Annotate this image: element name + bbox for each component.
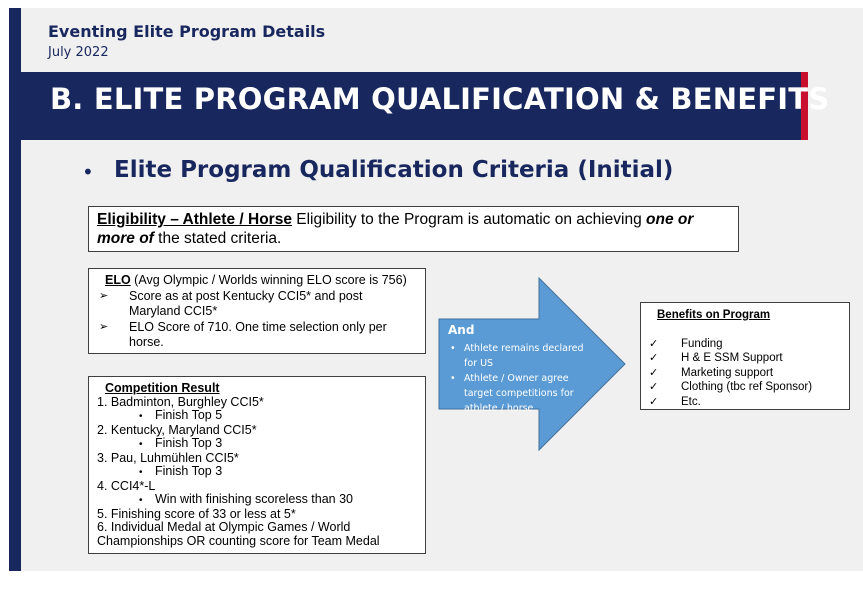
benefit-item [649,365,841,381]
competition-subitem [97,465,417,480]
checkmark-icon: ✓ [649,365,659,379]
competition-item: 2. Kentucky, Maryland CCI5* [97,422,257,437]
checkmark-icon: ✓ [649,380,659,393]
benefit-item-text: Funding [681,337,723,350]
bullet-icon: • [139,467,143,478]
benefit-item [649,336,841,352]
competition-result-box [88,376,426,554]
arrow-text [448,323,598,416]
benefit-item-text: Etc. [681,395,701,408]
eligibility-emphasis: one or more of [97,211,694,247]
arrow-bullet-icon: ➢ [99,320,109,333]
benefit-item-text: Clothing (tbc ref Sponsor) [681,381,813,393]
bullet-icon: • [450,373,456,384]
competition-subitem-text: Win with finishing scoreless than 30 [155,492,354,506]
checkmark-icon: ✓ [649,394,659,408]
benefit-item [649,394,841,410]
competition-item: 3. Pau, Luhmühlen CCI5* [97,450,239,465]
competition-subitem [97,437,417,452]
arrow-item-text: Athlete / Owner agree target competitions for athlete / horse [464,373,574,414]
arrow-heading: And [448,323,475,337]
bullet-icon: • [139,495,143,506]
bullet-icon: • [139,439,143,450]
benefits-box [640,302,850,410]
elo-heading [105,273,415,289]
elo-item [99,319,415,351]
bullet-icon: • [450,343,456,354]
benefit-item-text: Marketing support [681,366,774,379]
benefits-heading: Benefits on Program [657,309,771,321]
benefit-item [649,351,841,366]
checkmark-icon: ✓ [649,351,659,364]
elo-criteria-box [88,268,426,354]
competition-item: 5. Finishing score of 33 or less at 5* [97,506,296,521]
arrow-item-text: Athlete remains declared for US [464,343,584,369]
competition-heading: Competition Result [105,381,220,395]
elo-label: ELO [105,273,131,287]
elo-item-text: Score as at post Kentucky CCI5* and post Maryland CCI5* [129,288,363,318]
competition-subitem-text: Finish Top 3 [155,464,223,478]
eligibility-text-after: the stated criteria. [153,230,282,247]
arrow-item [448,341,598,371]
competition-subitem-text: Finish Top 5 [155,408,223,422]
eligibility-label: Eligibility – Athlete / Horse [97,211,292,228]
subheading: Elite Program Qualification Criteria (Initial) [114,157,674,183]
eligibility-box [88,206,739,252]
subheading-bullet: • [82,160,94,184]
elo-item-text: ELO Score of 710. One time selection only per horse. [129,319,387,349]
eligibility-text-before: Eligibility to the Program is automatic on achieving [291,211,647,228]
document-title: Eventing Elite Program Details [48,22,326,41]
arrow-item [448,371,598,416]
checkmark-icon: ✓ [649,336,659,350]
competition-item: 6. Individual Medal at Olympic Games / World Championships OR counting score for Team Medal [97,520,380,548]
elo-note: (Avg Olympic / Worlds winning ELO score is 756) [130,273,407,287]
competition-subitem [97,409,417,424]
arrow-bullet-icon: ➢ [99,289,109,302]
elo-item [99,288,415,320]
competition-item: 1. Badminton, Burghley CCI5* [97,394,264,409]
section-title: B. ELITE PROGRAM QUALIFICATION & BENEFITS [50,82,830,116]
bullet-icon: • [139,411,143,422]
competition-subitem-text: Finish Top 3 [155,436,223,450]
benefit-item [649,380,841,395]
competition-subitem [97,493,417,508]
competition-item: 4. CCI4*-L [97,478,156,493]
document-date: July 2022 [48,45,109,60]
benefit-item-text: H & E SSM Support [681,352,783,364]
